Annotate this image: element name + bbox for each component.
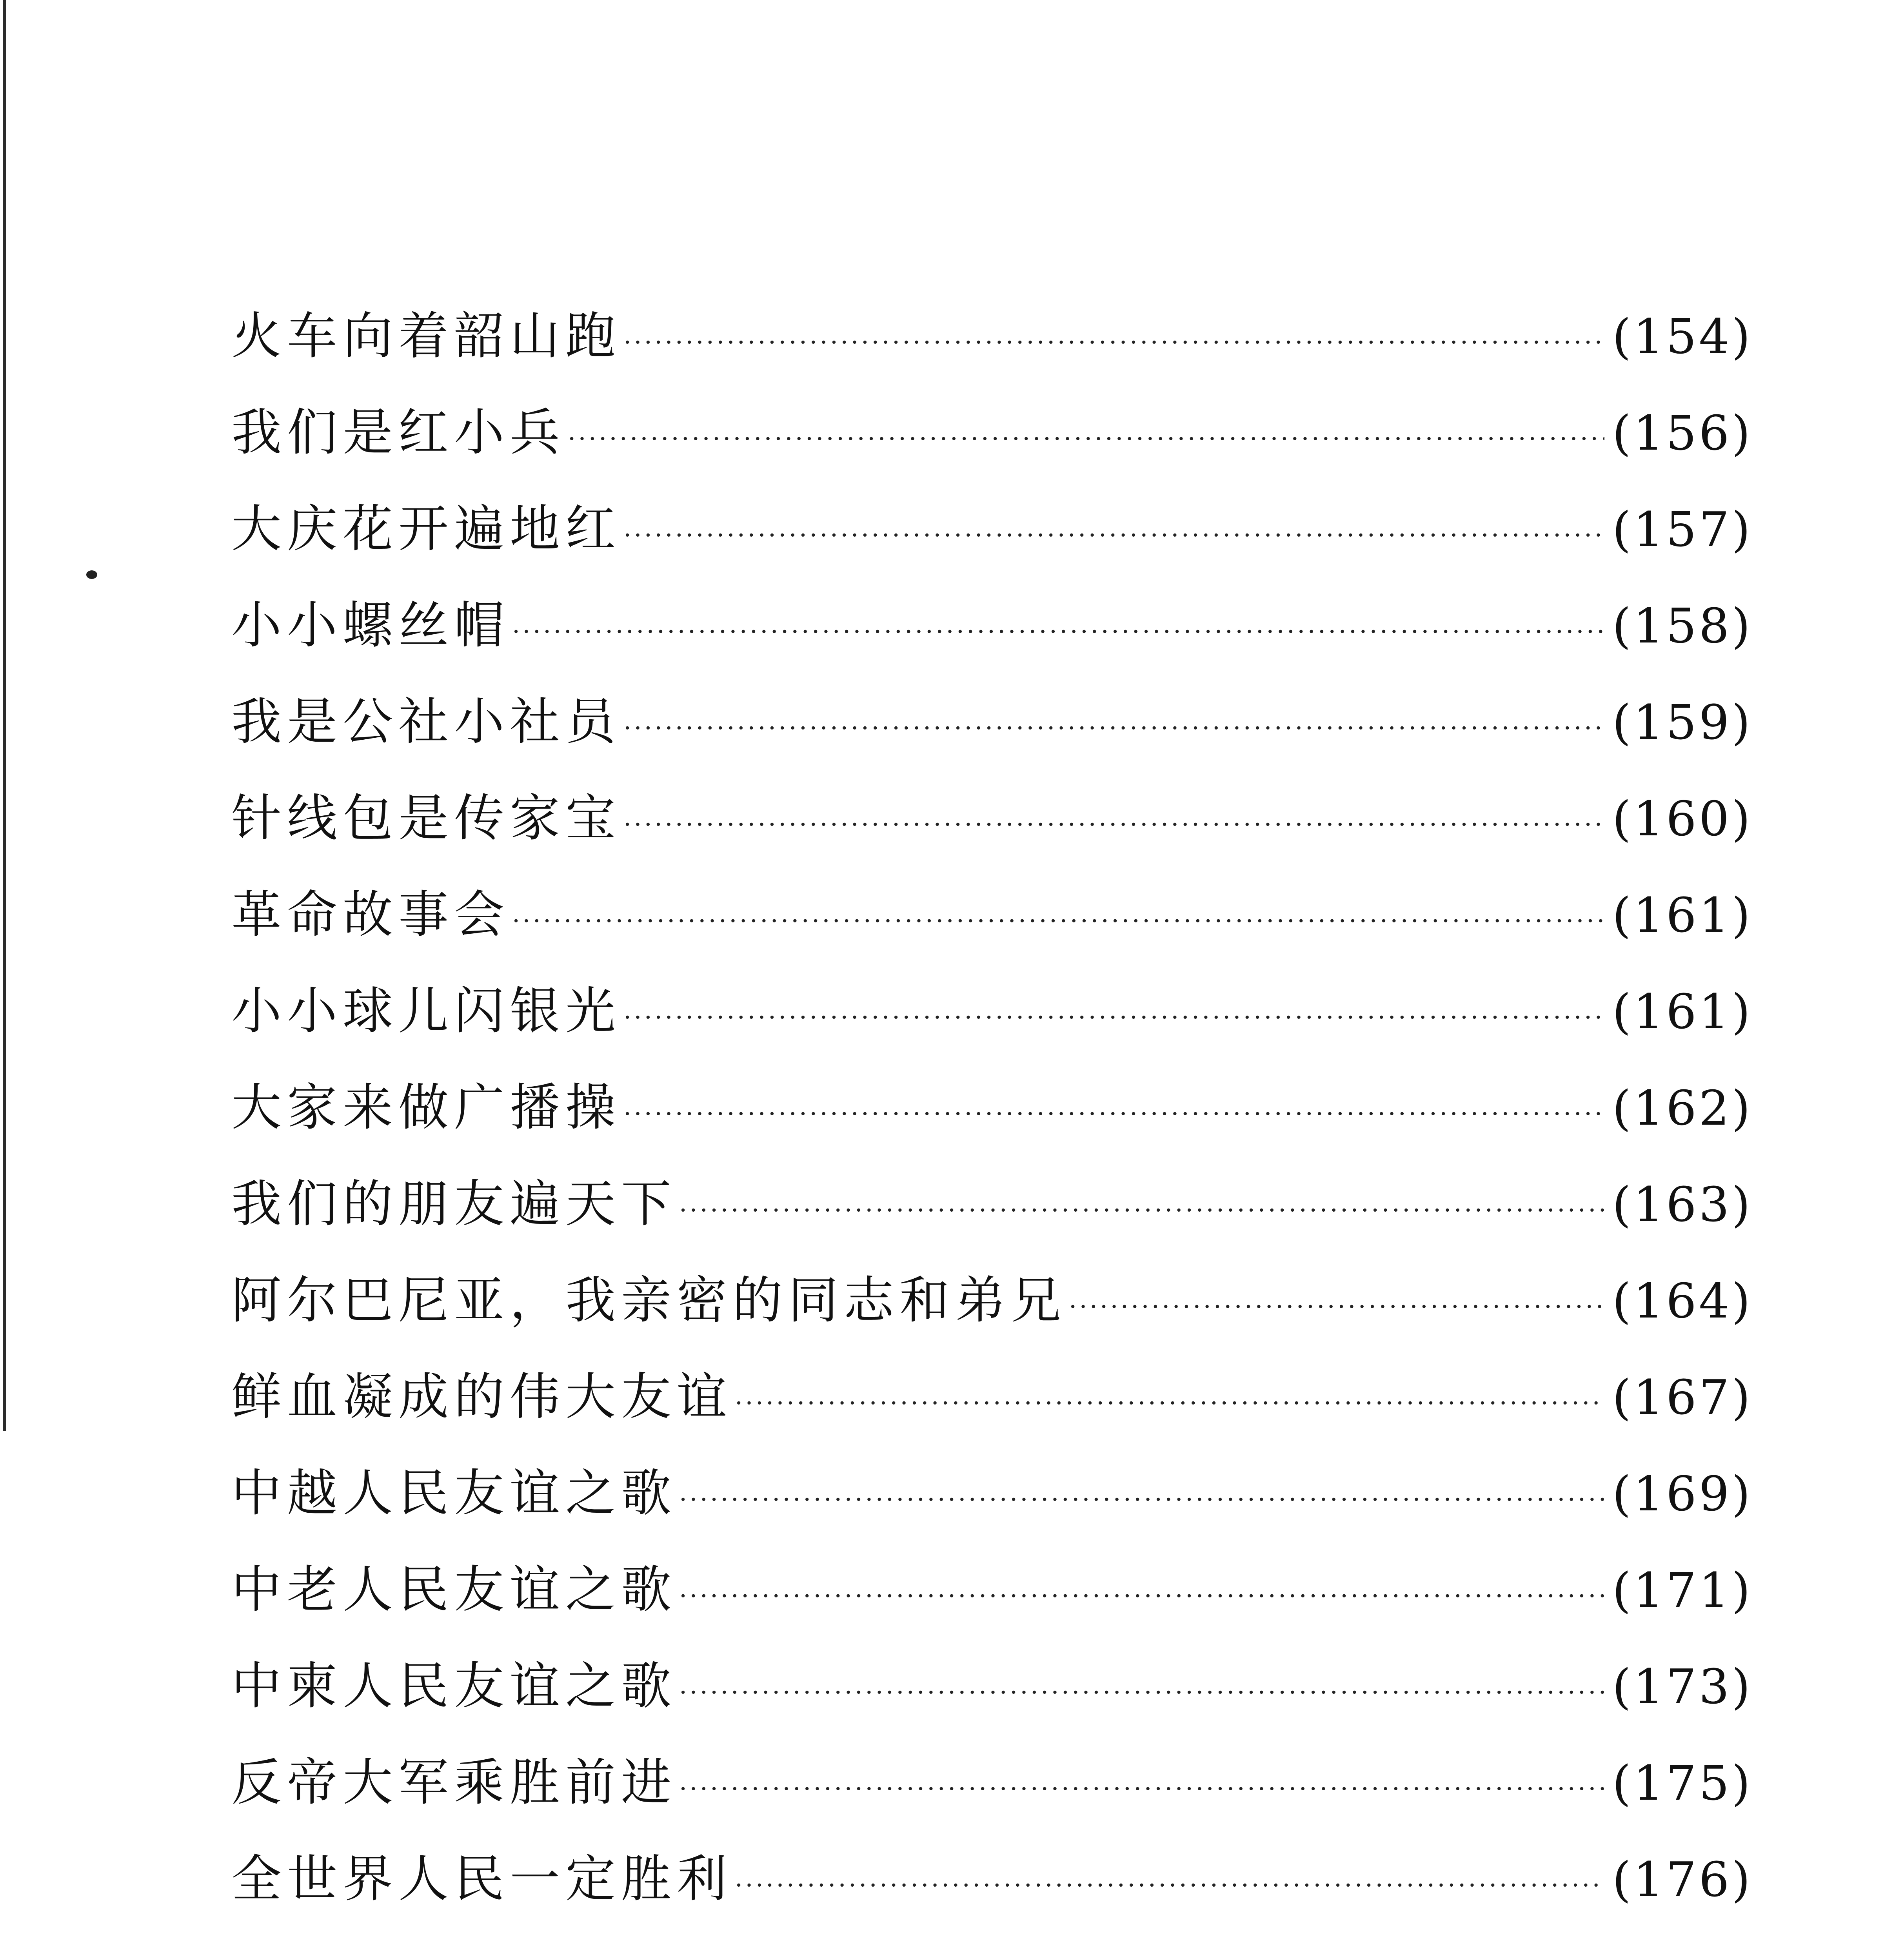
toc-entry-page: (156): [1612, 405, 1753, 461]
scan-speck: [86, 570, 97, 579]
toc-entry[interactable]: [231, 1156, 1753, 1252]
toc-dot-leader: [623, 1066, 1604, 1162]
toc-entry-title: 大家来做广播操: [231, 1078, 621, 1137]
toc-dot-leader: [679, 1644, 1604, 1741]
table-of-contents: [231, 288, 1753, 1927]
toc-dot-leader: [679, 1741, 1604, 1837]
toc-entry[interactable]: [231, 385, 1753, 481]
toc-entry-title: 阿尔巴尼亚，我亲密的同志和弟兄: [231, 1271, 1067, 1330]
toc-dot-leader: [623, 777, 1604, 873]
toc-entry[interactable]: [231, 770, 1753, 867]
toc-entry-page: (158): [1612, 598, 1753, 654]
toc-entry[interactable]: [231, 577, 1753, 674]
toc-entry[interactable]: [231, 1252, 1753, 1349]
toc-dot-leader: [623, 487, 1604, 584]
toc-dot-leader: [623, 680, 1604, 777]
toc-entry[interactable]: [231, 1638, 1753, 1735]
toc-entry-title: 反帝大军乘胜前进: [231, 1753, 677, 1812]
toc-dot-leader: [623, 969, 1604, 1066]
toc-entry-page: (173): [1612, 1659, 1753, 1715]
toc-entry-title: 鲜血凝成的伟大友谊: [231, 1368, 733, 1426]
toc-dot-leader: [679, 1162, 1604, 1259]
toc-entry-page: (161): [1612, 887, 1753, 943]
toc-entry-page: (176): [1612, 1852, 1753, 1907]
toc-dot-leader: [512, 873, 1604, 969]
toc-entry-page: (163): [1612, 1177, 1753, 1232]
toc-entry-title: 中越人民友谊之歌: [231, 1464, 677, 1523]
toc-entry-title: 革命故事会: [231, 886, 510, 944]
toc-entry[interactable]: [231, 1060, 1753, 1156]
toc-entry[interactable]: [231, 1735, 1753, 1831]
toc-entry-title: 我是公社小社员: [231, 693, 621, 751]
toc-dot-leader: [735, 1355, 1604, 1452]
toc-entry[interactable]: [231, 1831, 1753, 1927]
toc-entry-page: (159): [1612, 695, 1753, 750]
toc-entry-page: (157): [1612, 502, 1753, 557]
toc-entry[interactable]: [231, 1542, 1753, 1638]
toc-dot-leader: [512, 584, 1604, 680]
toc-entry-title: 中老人民友谊之歌: [231, 1561, 677, 1619]
toc-entry-title: 我们是红小兵: [231, 403, 566, 462]
toc-dot-leader: [568, 391, 1604, 487]
toc-entry-page: (160): [1612, 791, 1753, 847]
toc-entry[interactable]: [231, 1349, 1753, 1445]
toc-entry-title: 中柬人民友谊之歌: [231, 1657, 677, 1715]
toc-entry-title: 小小螺丝帽: [231, 596, 510, 655]
toc-entry-page: (169): [1612, 1466, 1753, 1522]
toc-entry-title: 我们的朋友遍天下: [231, 1175, 677, 1233]
toc-entry-page: (171): [1612, 1563, 1753, 1618]
toc-entry-title: 全世界人民一定胜利: [231, 1850, 733, 1908]
toc-entry[interactable]: [231, 963, 1753, 1060]
toc-entry-page: (154): [1612, 309, 1753, 365]
toc-entry[interactable]: [231, 288, 1753, 385]
toc-dot-leader: [735, 1837, 1604, 1934]
toc-dot-leader: [679, 1452, 1604, 1548]
toc-dot-leader: [679, 1548, 1604, 1644]
toc-entry[interactable]: [231, 674, 1753, 770]
toc-entry-title: 大庆花开遍地红: [231, 500, 621, 558]
toc-entry[interactable]: [231, 1445, 1753, 1542]
toc-entry-page: (161): [1612, 984, 1753, 1040]
toc-entry-page: (175): [1612, 1755, 1753, 1811]
toc-dot-leader: [623, 294, 1604, 391]
toc-entry-title: 小小球儿闪银光: [231, 982, 621, 1040]
toc-entry[interactable]: [231, 867, 1753, 963]
scan-edge-line: [3, 0, 6, 1431]
toc-entry-title: 火车向着韶山跑: [231, 307, 621, 365]
toc-entry-page: (167): [1612, 1370, 1753, 1425]
toc-entry-page: (162): [1612, 1080, 1753, 1136]
toc-dot-leader: [1069, 1259, 1604, 1355]
toc-entry-title: 针线包是传家宝: [231, 789, 621, 848]
toc-entry[interactable]: [231, 481, 1753, 577]
toc-entry-page: (164): [1612, 1273, 1753, 1329]
